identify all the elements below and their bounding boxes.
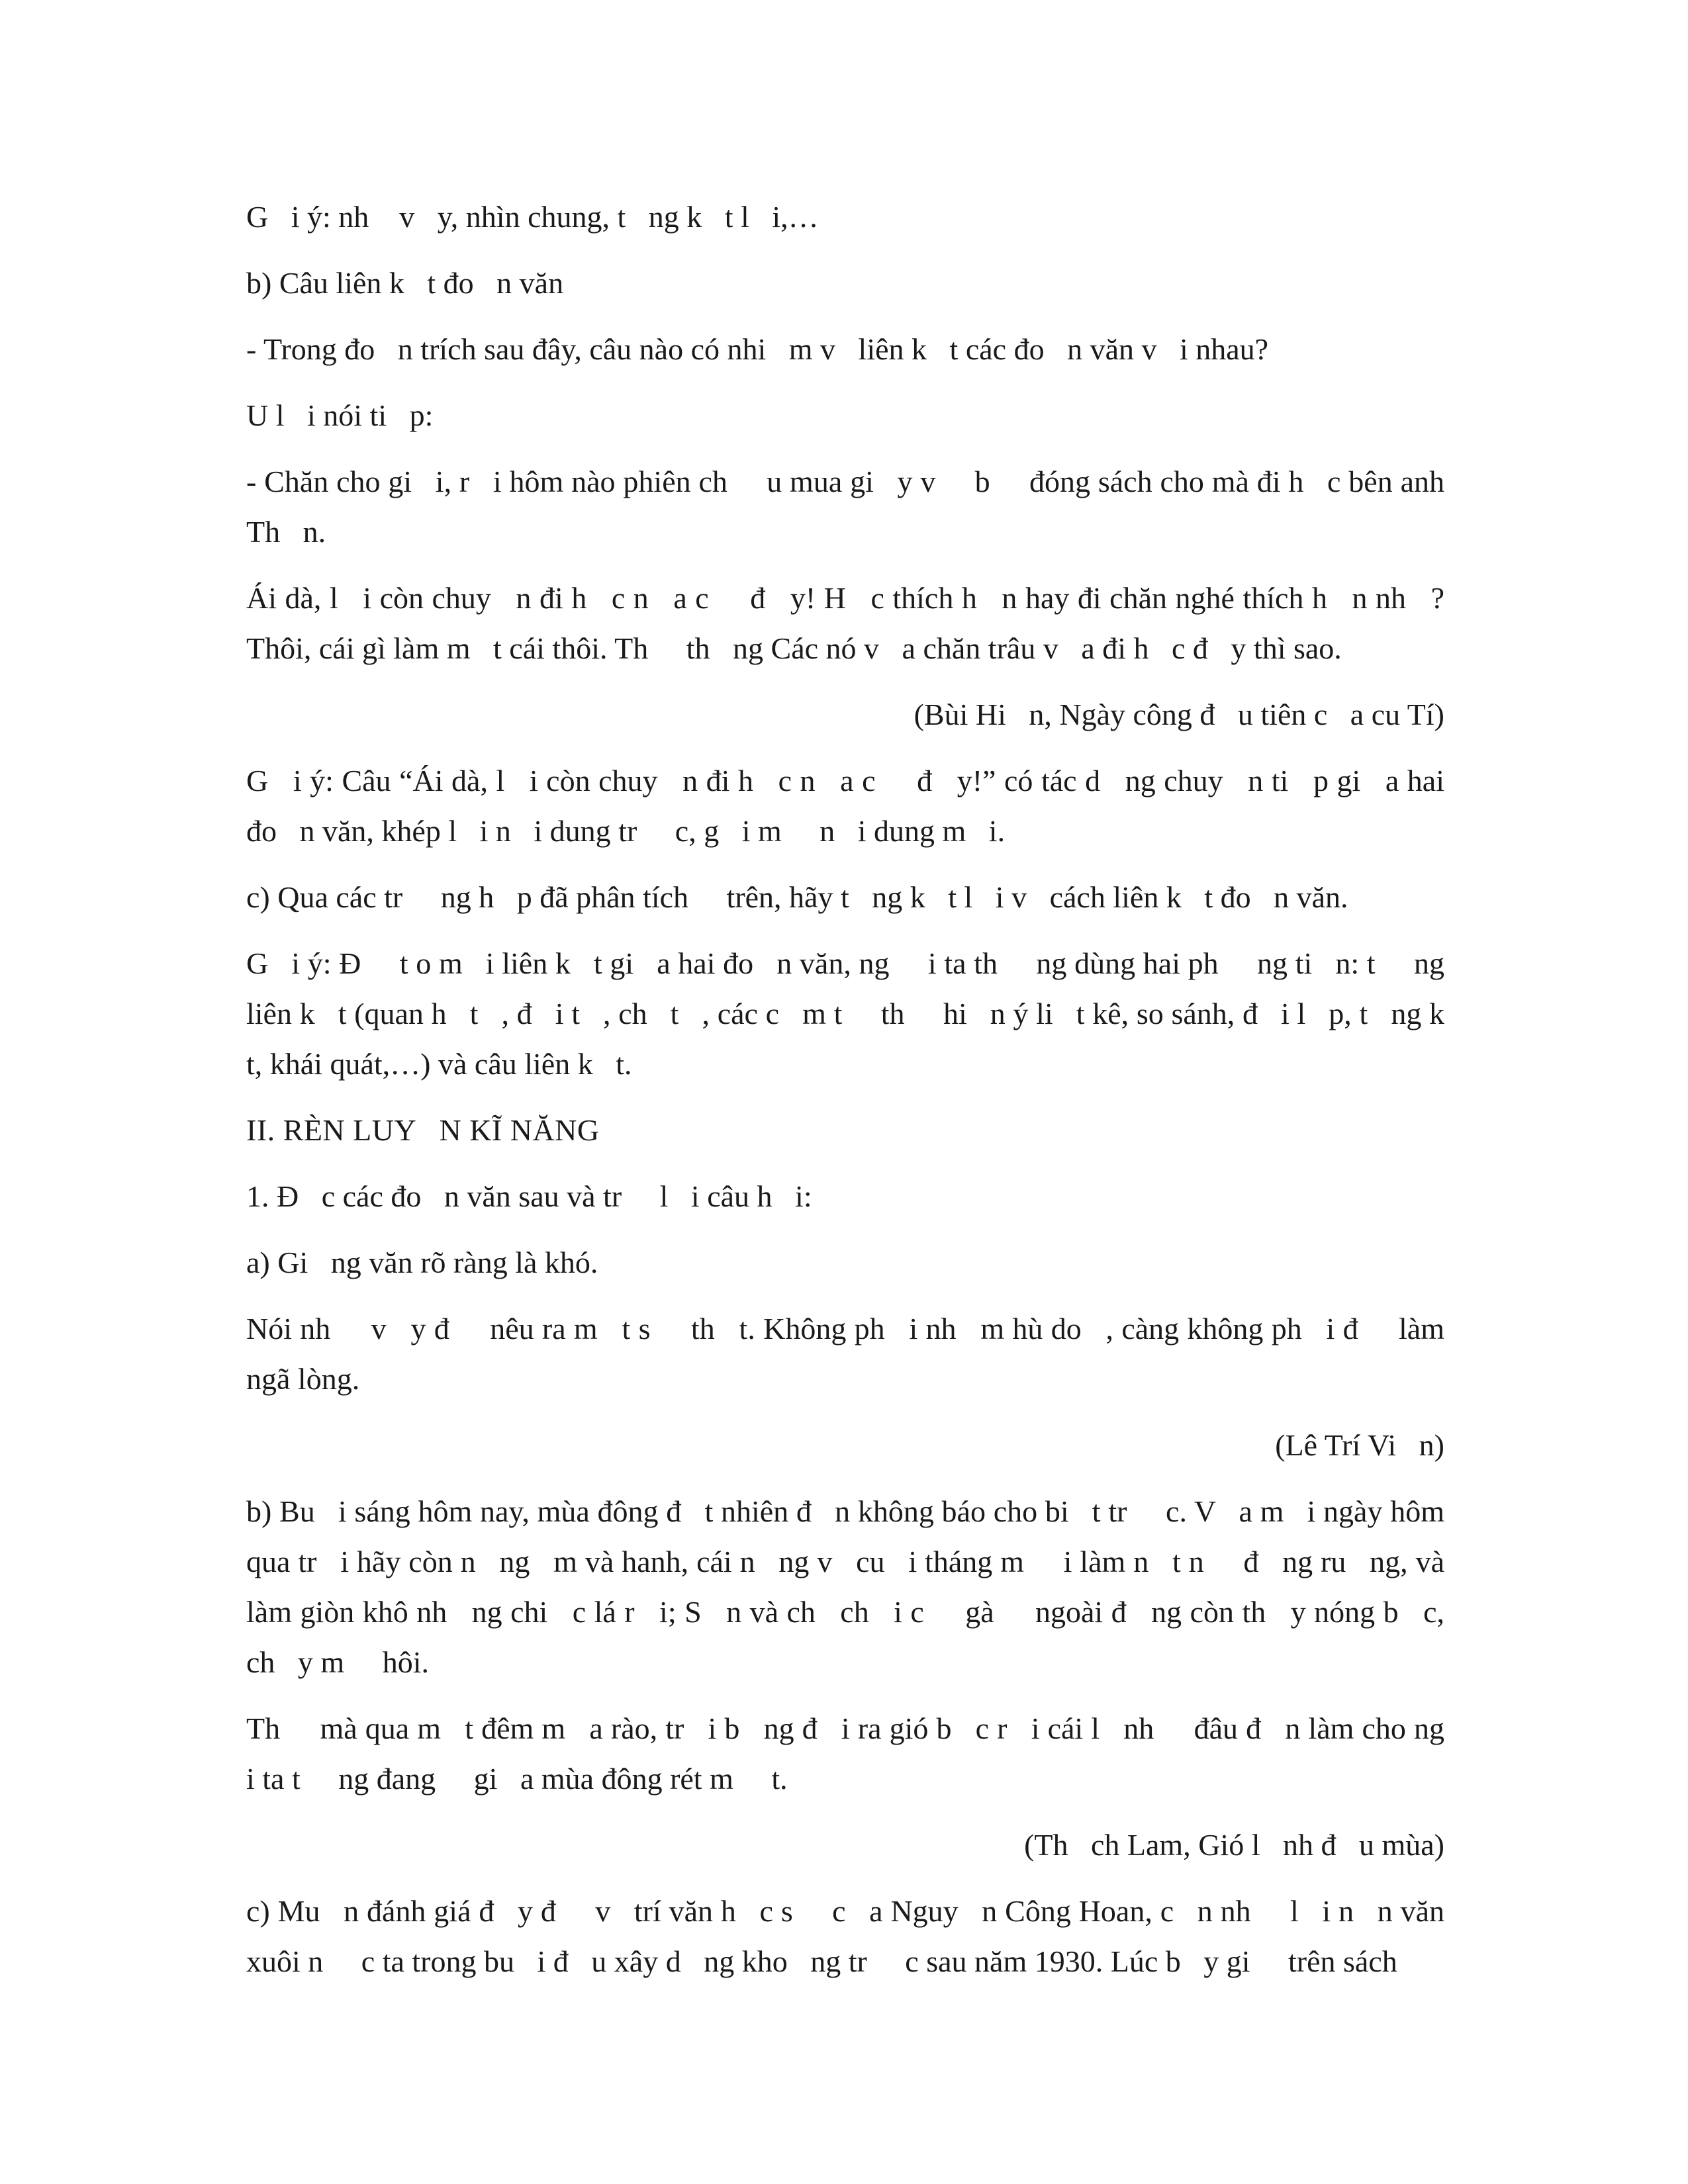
- exercise-1-prompt: 1. Đ c các đo n văn sau và tr l i câu h i:: [246, 1179, 812, 1213]
- question-c: c) Qua các tr ng h p đã phân tích trên, hãy t ng k t l i v cách liên k t đo n văn.: [246, 880, 1348, 914]
- citation-le-tri-vien: (Lê Trí Vi n): [1275, 1428, 1444, 1462]
- question-b: - Trong đo n trích sau đây, câu nào có nhi m v liên k t các đo n văn v i nhau?: [246, 332, 1269, 366]
- section-heading-ii: II. RÈN LUY N KĨ NĂNG: [246, 1113, 600, 1147]
- exercise-b-paragraph-1: b) Bu i sáng hôm nay, mùa đông đ t nhiên đ n không báo cho bi t tr c. V a m i ngày hôm qua tr i hãy còn n ng m và hanh, cái n ng v cu i tháng m i làm n t n đ ng ru ng, và làm giòn khô nh ng chi c lá r i; S n và ch ch i c gà ngoài đ ng còn th y nóng b c, ch y m hôi.: [246, 1494, 1452, 1679]
- excerpt-paragraph-2: Ái dà, l i còn chuy n đi h c n a c đ y! H c thích h n hay đi chăn nghé thích h n nh ? Thôi, cái gì làm m t cái thôi. Th th ng Các nó v a chăn trâu v a đi h c đ y thì sao.: [246, 581, 1452, 665]
- section-b-title: b) Câu liên k t đo n văn: [246, 266, 564, 300]
- exercise-a-line: a) Gi ng văn rõ ràng là khó.: [246, 1246, 598, 1279]
- document-page: [246, 192, 1483, 2003]
- exercise-a-paragraph: Nói nh v y đ nêu ra m t s th t. Không ph i nh m hù do , càng không ph i đ làm ngã lòng.: [246, 1312, 1452, 1396]
- citation-bui-hien: (Bùi Hi n, Ngày công đ u tiên c a cu Tí): [914, 698, 1444, 731]
- paragraph-hint-1: G i ý: nh v y, nhìn chung, t ng k t l i,…: [246, 200, 819, 234]
- paragraph-hint-2: G i ý: Câu “Ái dà, l i còn chuy n đi h c n a c đ y!” có tác d ng chuy n ti p gi a hai đo n văn, khép l i n i dung tr c, g i m n i dung m i.: [246, 764, 1452, 848]
- citation-thach-lam: (Th ch Lam, Gió l nh đ u mùa): [1024, 1828, 1444, 1862]
- excerpt-intro: U l i nói ti p:: [246, 398, 434, 432]
- paragraph-hint-3: G i ý: Đ t o m i liên k t gi a hai đo n văn, ng i ta th ng dùng hai ph ng ti n: t ng liên k t (quan h t , đ i t , ch t , các c m t th hi n ý li t kê, so sánh, đ i l p, t ng k t, khái quát,…) và câu liên k t.: [246, 946, 1468, 1081]
- exercise-b-paragraph-2: Th mà qua m t đêm m a rào, tr i b ng đ i ra gió b c r i cái l nh đâu đ n làm cho ng i ta t ng đang gi a mùa đông rét m t.: [246, 1711, 1483, 1796]
- exercise-c-paragraph: c) Mu n đánh giá đ y đ v trí văn h c s c a Nguy n Công Hoan, c n nh l i n n văn xuôi n c ta trong bu i đ u xây d ng kho ng tr c sau năm 1930. Lúc b y gi trên sách: [246, 1894, 1452, 1978]
- excerpt-paragraph-1: - Chăn cho gi i, r i hôm nào phiên ch u mua gi y v b đóng sách cho mà đi h c bên anh Th n.: [246, 465, 1452, 549]
